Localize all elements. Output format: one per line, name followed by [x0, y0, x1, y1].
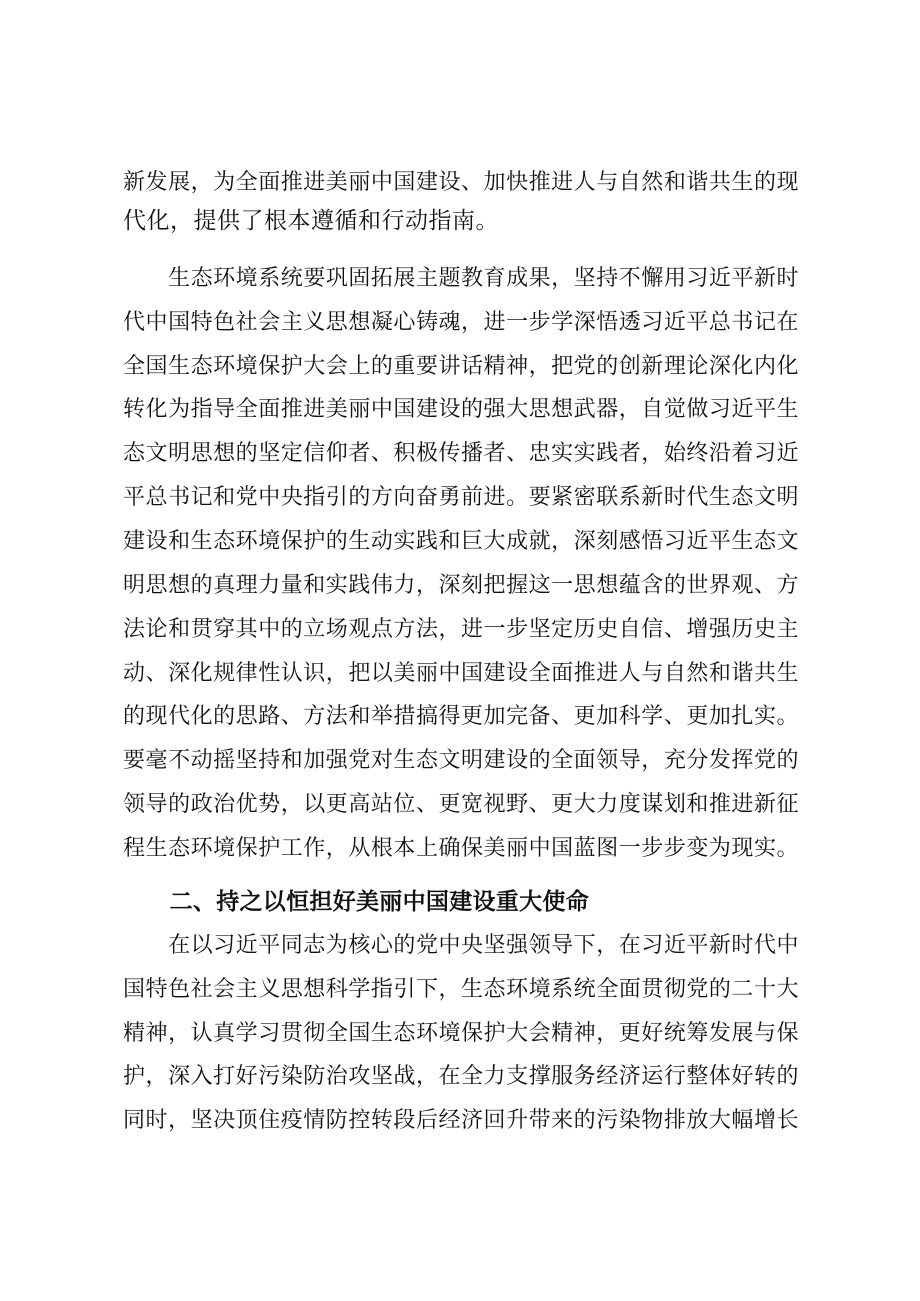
text-line: 程生态环境保护工作，从根本上确保美丽中国蓝图一步步变为现实。: [123, 836, 799, 861]
text-line: 全国生态环境保护大会上的重要讲话精神，把党的创新理论深化内化: [123, 354, 799, 379]
text-line: 建设和生态环境保护的生动实践和巨大成就，深刻感悟习近平生态文: [123, 529, 799, 554]
text-line: 明思想的真理力量和实践伟力，深刻把握这一思想蕴含的世界观、方: [123, 573, 799, 598]
text-line: 的现代化的思路、方法和举措搞得更加完备、更加科学、更加扎实。: [123, 704, 799, 729]
text-line: 国特色社会主义思想科学指引下，生态环境系统全面贯彻党的二十大: [123, 977, 799, 1002]
section-heading: 二、持之以恒担好美丽中国建设重大使命: [123, 889, 589, 915]
text-line: 代化，提供了根本遵循和行动指南。: [123, 208, 499, 234]
text-line: 在以习近平同志为核心的党中央坚强领导下，在习近平新时代中: [123, 933, 799, 958]
text-line: 护，深入打好污染防治攻坚战，在全力支撑服务经济运行整体好转的: [123, 1064, 799, 1089]
text-line: 代中国特色社会主义思想凝心铸魂，进一步学深悟透习近平总书记在: [123, 310, 799, 335]
text-line: 同时，坚决顶住疫情防控转段后经济回升带来的污染物排放大幅增长: [123, 1108, 799, 1133]
text-line: 动、深化规律性认识，把以美丽中国建设全面推进人与自然和谐共生: [123, 661, 799, 686]
text-line: 领导的政治优势，以更高站位、更宽视野、更大力度谋划和推进新征: [123, 792, 799, 817]
text-line: 平总书记和党中央指引的方向奋勇前进。要紧密联系新时代生态文明: [123, 485, 799, 510]
text-line: 要毫不动摇坚持和加强党对生态文明建设的全面领导，充分发挥党的: [123, 748, 799, 773]
text-line: 新发展，为全面推进美丽中国建设、加快推进人与自然和谐共生的现: [123, 170, 799, 195]
text-line: 精神，认真学习贯彻全国生态环境保护大会精神，更好统筹发展与保: [123, 1021, 799, 1046]
text-line: 态文明思想的坚定信仰者、积极传播者、忠实实践者，始终沿着习近: [123, 441, 799, 466]
text-line: 法论和贯穿其中的立场观点方法，进一步坚定历史自信、增强历史主: [123, 617, 799, 642]
text-line: 转化为指导全面推进美丽中国建设的强大思想武器，自觉做习近平生: [123, 397, 799, 422]
text-line: 生态环境系统要巩固拓展主题教育成果，坚持不懈用习近平新时: [123, 266, 799, 291]
